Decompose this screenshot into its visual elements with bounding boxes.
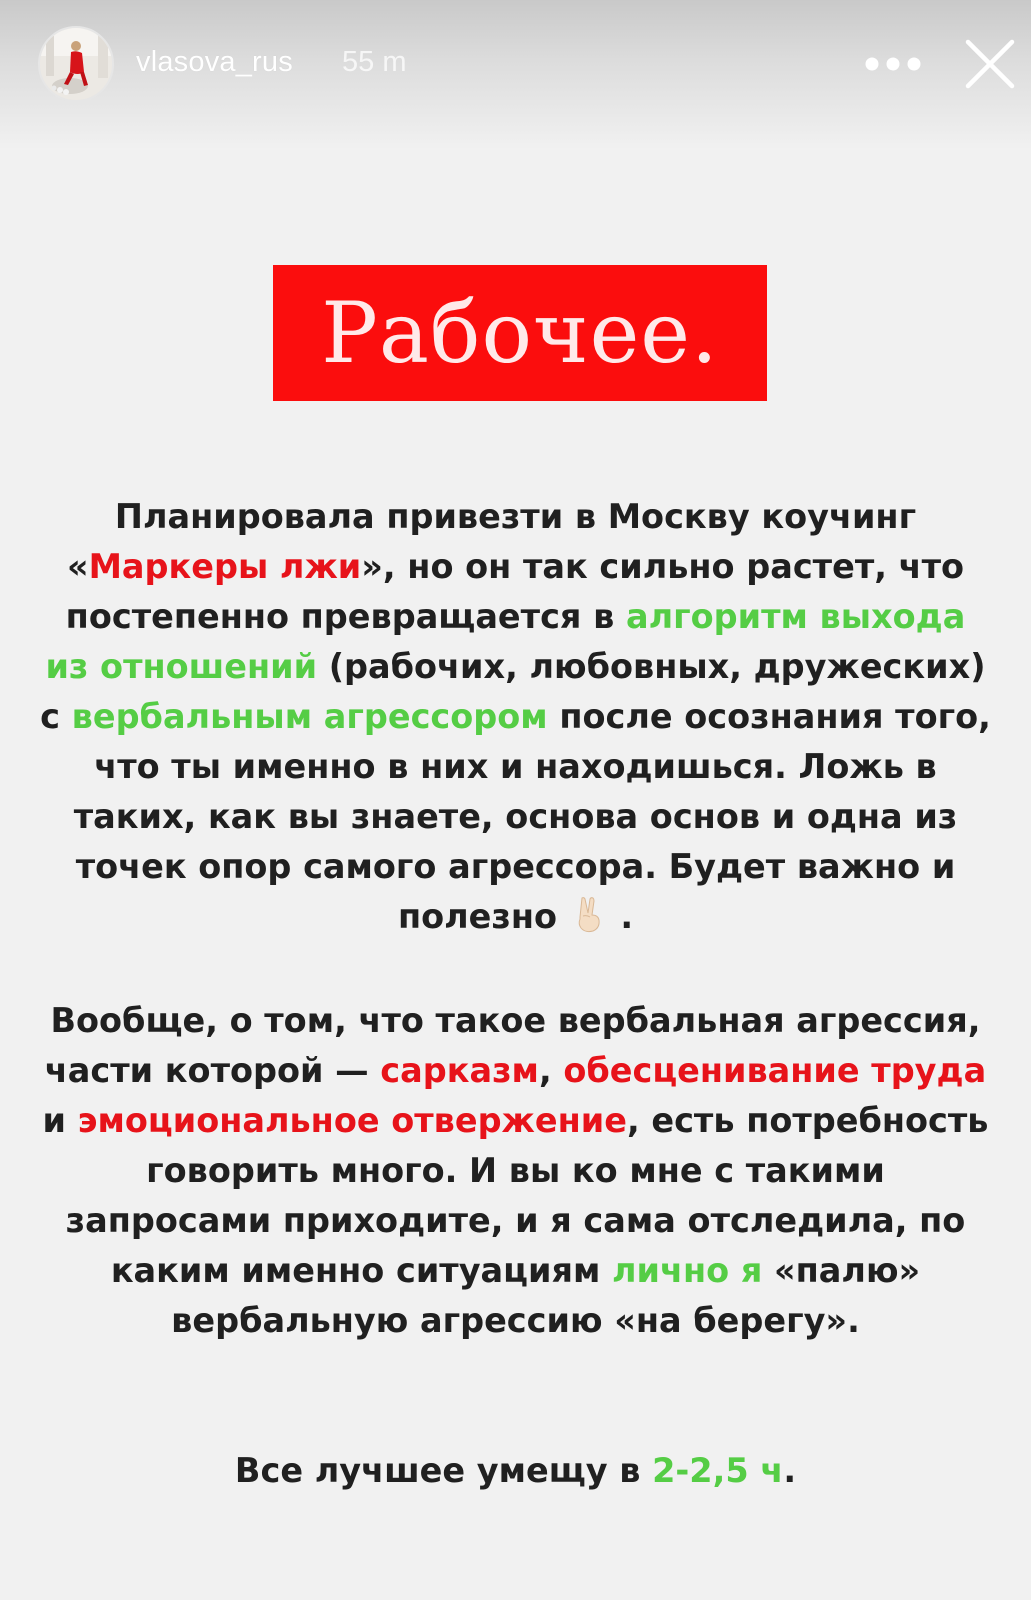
highlight-green-algorithm: алгоритм выхода из отношений <box>45 597 966 686</box>
text-segment: (рабочих, любовных, дружеских) с <box>40 647 986 736</box>
text-segment: . <box>783 1451 797 1490</box>
post-time: 55 m <box>342 46 407 78</box>
text-segment: , есть потребность говорить много. И вы ко мне с такими запросами приходите, и я сама отследила, по каким именно ситуациям <box>65 1101 989 1290</box>
highlight-green-aggressor: вербальным агрессором <box>71 697 548 736</box>
text-segment: Планировала привезти в Москву коучинг « <box>66 497 917 586</box>
highlight-green-duration: 2-2,5 ч <box>652 1451 784 1490</box>
paragraph-duration <box>40 1446 991 1496</box>
text-segment: Все лучшее умещу в <box>234 1451 653 1490</box>
story-header <box>0 0 1031 150</box>
highlight-green-personally: лично я <box>612 1251 763 1290</box>
victory-hand-icon <box>569 894 609 934</box>
title-banner <box>273 265 767 401</box>
paragraph-verbal-aggression <box>40 996 991 1346</box>
title-text: Рабочее. <box>321 284 719 382</box>
username[interactable]: vlasova_rus <box>136 46 293 78</box>
text-segment: , <box>538 1051 564 1090</box>
text-segment: », но он так сильно растет, что постепенно превращается в <box>65 547 965 636</box>
more-dots-icon[interactable] <box>860 46 926 82</box>
close-icon[interactable] <box>962 36 1018 92</box>
profile-photo-icon[interactable] <box>38 26 114 102</box>
text-segment: «палю» вербальную агрессию «на берегу». <box>171 1251 921 1340</box>
paragraph-coaching <box>40 492 991 942</box>
text-segment: после осознания того, что ты именно в них и находишься. Ложь в таких, как вы знаете, основа основ и одна из точек опор самого агрессора. Будет важно и полезно <box>73 697 991 936</box>
text-segment: и <box>42 1101 78 1140</box>
text-segment: Вообще, о том, что такое вербальная агрессия, части которой — <box>44 1001 981 1090</box>
highlight-red-markers: Маркеры лжи <box>88 547 362 586</box>
highlight-red-rejection: эмоциональное отвержение <box>77 1101 627 1140</box>
text-segment: . <box>608 897 634 936</box>
highlight-red-sarcasm: сарказм <box>380 1051 539 1090</box>
highlight-red-devaluation: обесценивание труда <box>563 1051 987 1090</box>
